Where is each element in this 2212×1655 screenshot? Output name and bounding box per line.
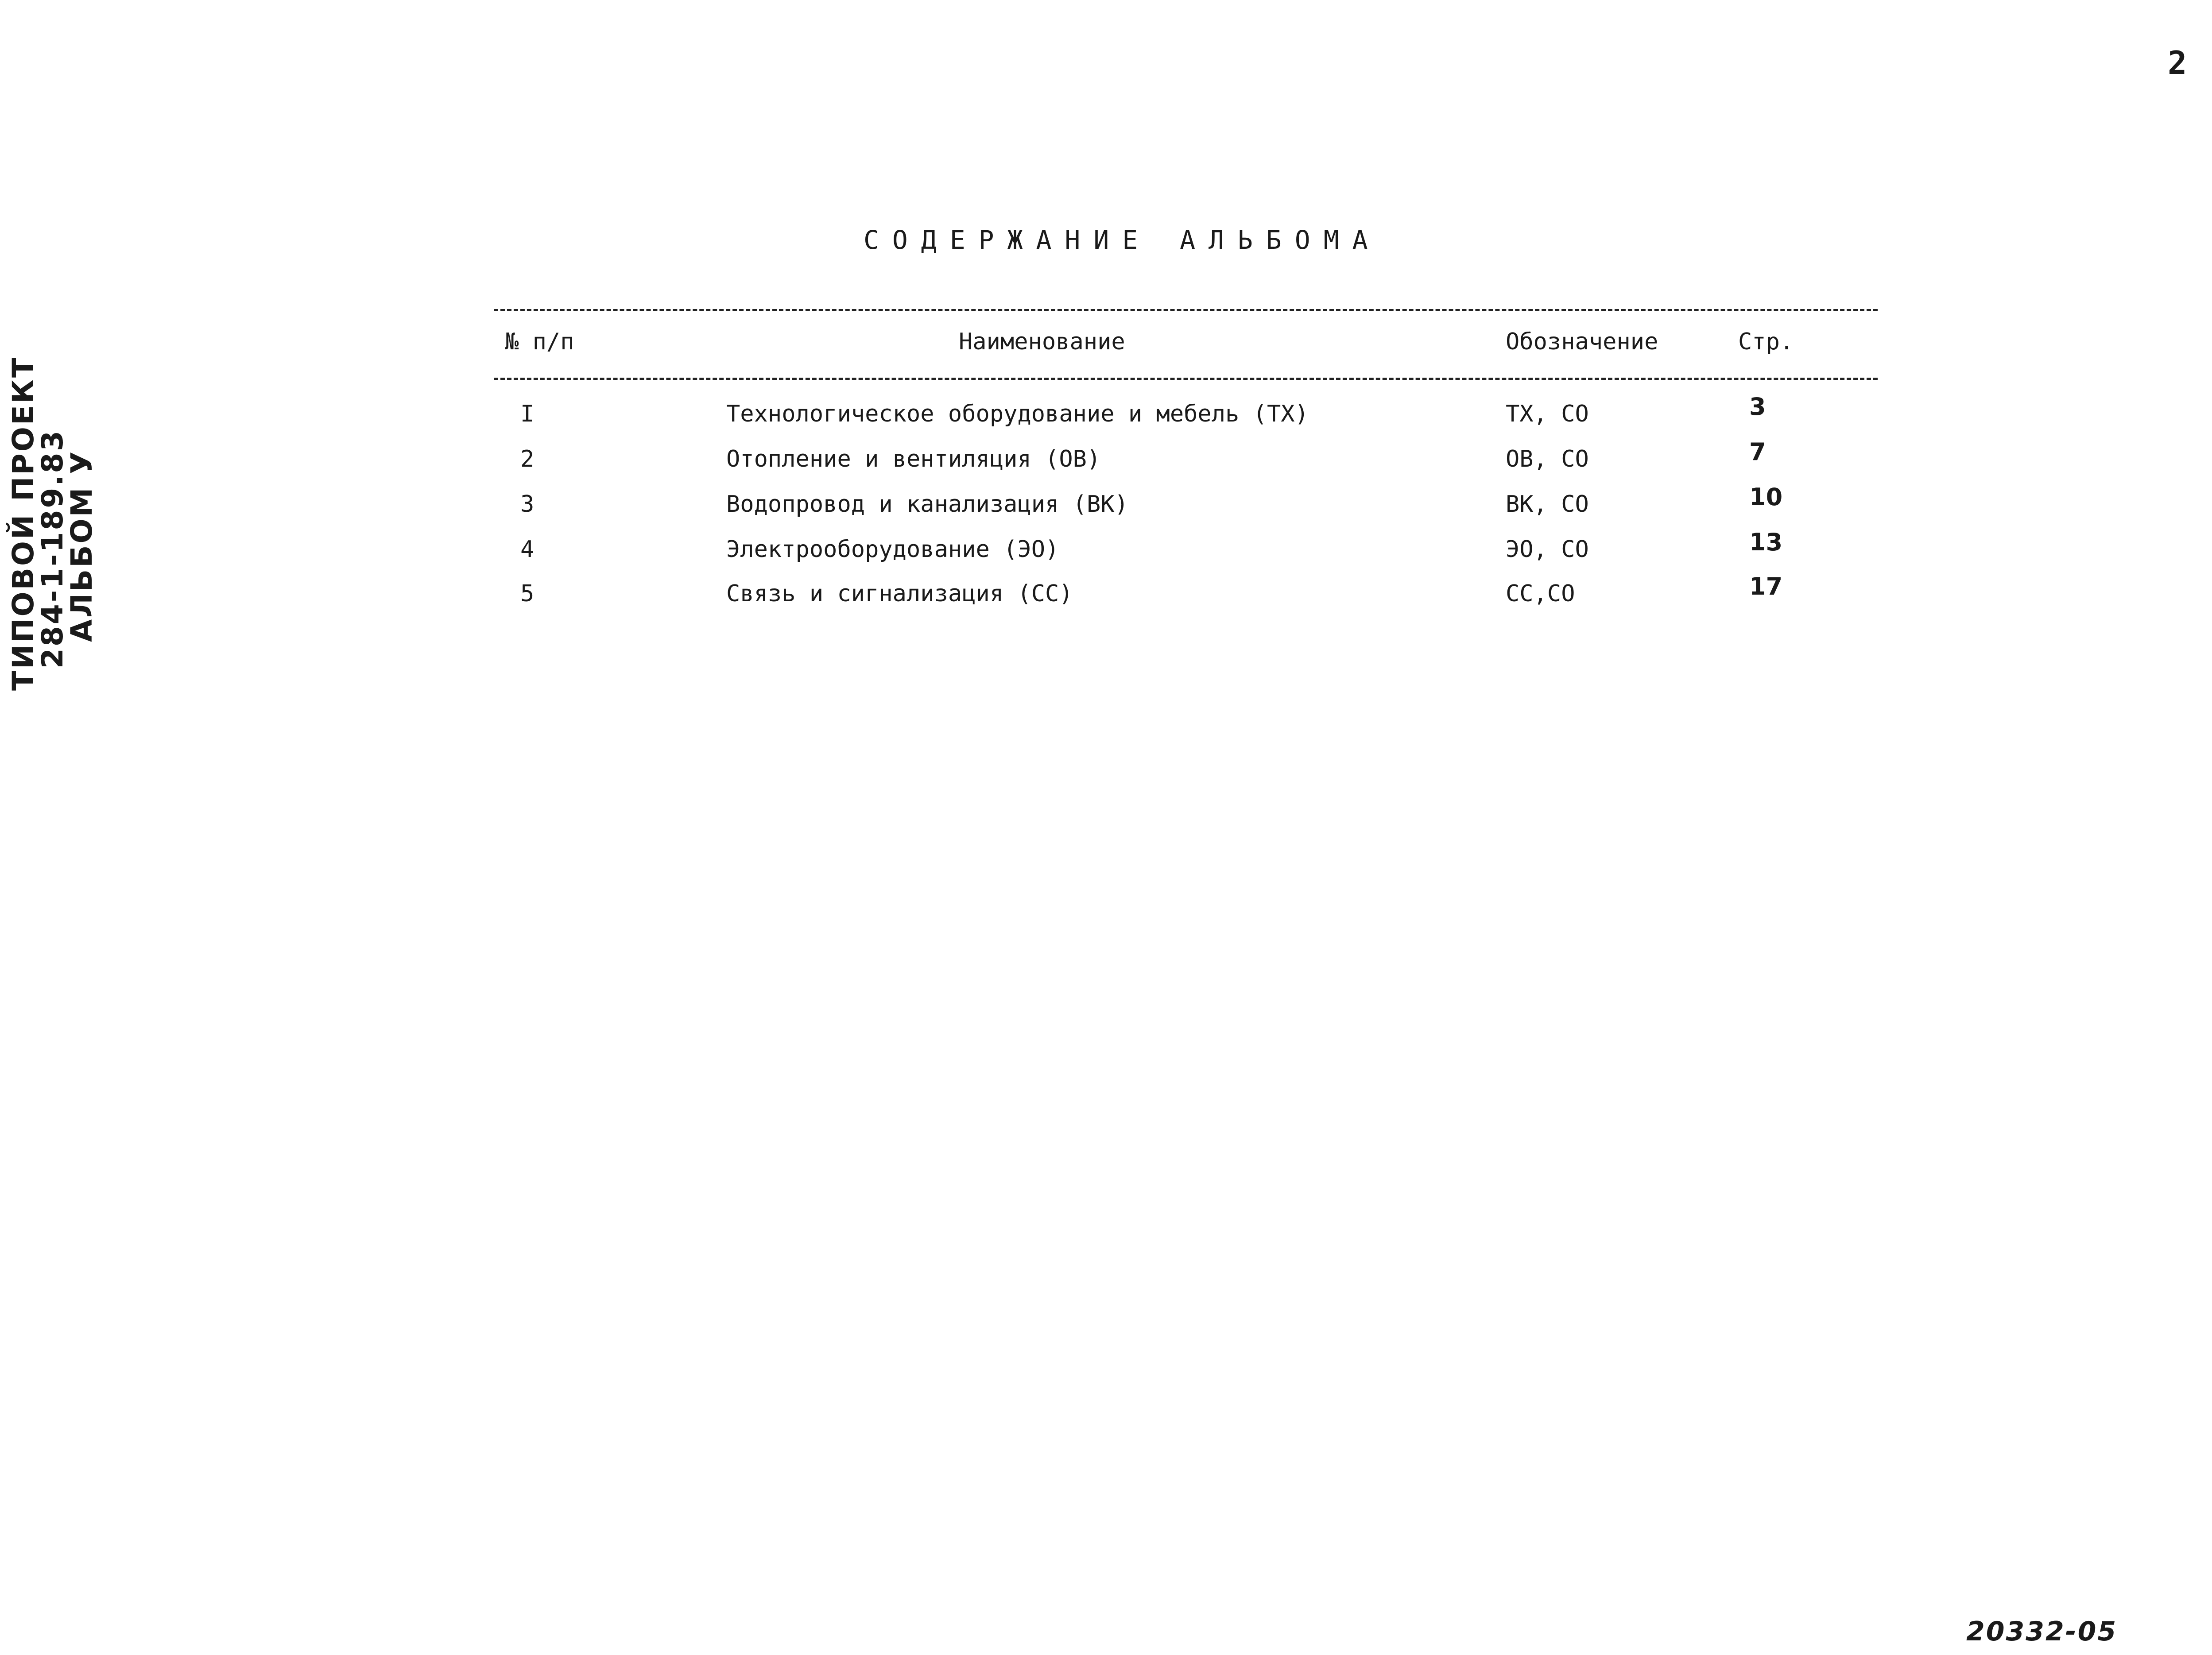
table-row xyxy=(0,438,2212,490)
row-code: СС,СО xyxy=(1506,580,1575,607)
document-title: СОДЕРЖАНИЕ АЛЬБОМА xyxy=(864,225,1381,255)
row-code: ТХ, СО xyxy=(1506,401,1589,427)
header-page: Стр. xyxy=(1738,329,1794,355)
row-number: 5 xyxy=(520,580,535,607)
row-code: ЭО, СО xyxy=(1506,536,1589,563)
table-row xyxy=(0,572,2212,625)
row-name: Технологическое оборудование и мебель (ТХ) xyxy=(726,401,1309,427)
row-number: 4 xyxy=(520,536,535,563)
row-number: 2 xyxy=(520,446,535,472)
table-row xyxy=(0,393,2212,445)
row-code: ВК, СО xyxy=(1506,491,1589,518)
stamp-project-type: ТИПОВОЙ ПРОЕКТ xyxy=(6,356,40,691)
row-page: 10 xyxy=(1749,483,1783,511)
row-name: Водопровод и канализация (ВК) xyxy=(726,491,1128,518)
stamp-album: АЛЬБОМ У xyxy=(65,449,99,642)
row-code: ОВ, СО xyxy=(1506,446,1589,472)
header-code: Обозначение xyxy=(1506,329,1658,355)
row-number: 3 xyxy=(520,491,535,518)
header-number: № п/п xyxy=(505,329,574,355)
row-name: Связь и сигнализация (СС) xyxy=(726,580,1073,607)
row-page: 3 xyxy=(1749,393,1766,421)
table-top-rule xyxy=(494,309,1878,311)
row-page: 13 xyxy=(1749,528,1783,556)
header-name: Наименование xyxy=(959,329,1125,355)
archive-code: 20332-05 xyxy=(1966,1616,2118,1647)
row-page: 17 xyxy=(1749,572,1783,600)
stamp-project-number: 284-1-189.83 xyxy=(35,429,70,669)
page-number: 2 xyxy=(2168,44,2187,81)
row-name: Отопление и вентиляция (ОВ) xyxy=(726,446,1101,472)
table-header-rule xyxy=(494,378,1878,380)
row-page: 7 xyxy=(1749,438,1766,466)
table-row xyxy=(0,483,2212,535)
row-name: Электрооборудование (ЭО) xyxy=(726,536,1059,563)
row-number: I xyxy=(520,401,535,427)
table-row xyxy=(0,528,2212,580)
